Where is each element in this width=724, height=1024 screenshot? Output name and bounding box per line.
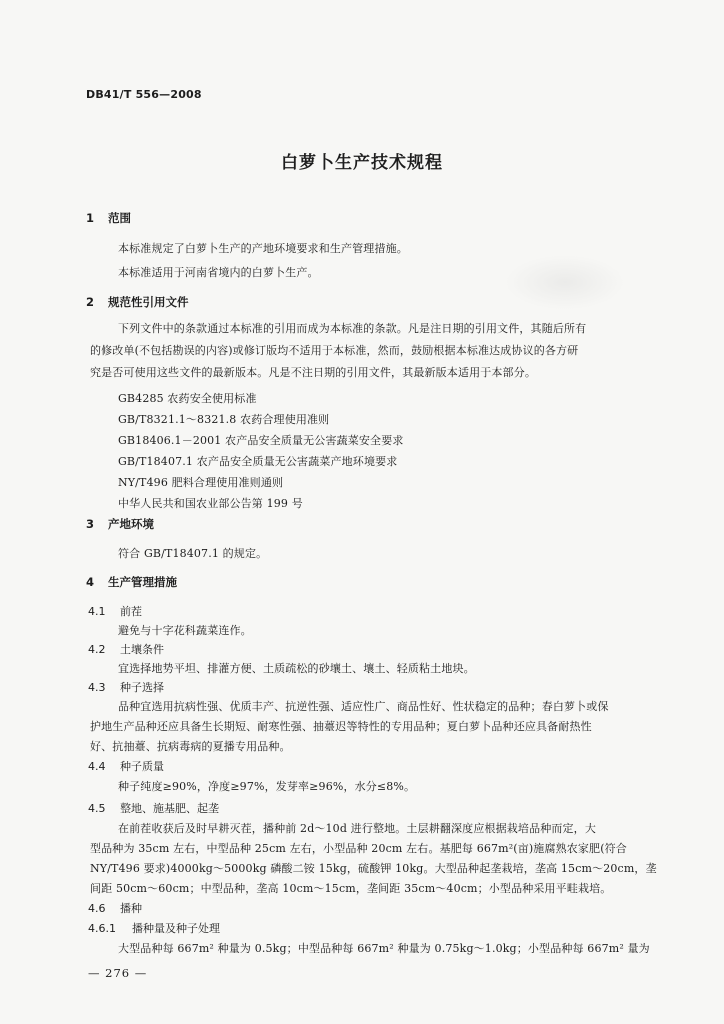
section-title: 产地环境: [108, 517, 154, 531]
section-title: 规范性引用文件: [108, 295, 189, 309]
reference-item: GB18406.1－2001 农产品安全质量无公害蔬菜安全要求: [118, 434, 404, 447]
paragraph-line: 型品种为 35cm 左右，中型品种 25cm 左右，小型品种 20cm 左右。基肥每 667m²(亩)施腐熟农家肥(符合: [90, 842, 627, 855]
paragraph-line: 究是否可使用这些文件的最新版本。凡是不注日期的引用文件，其最新版本适用于本部分。: [90, 366, 536, 379]
subsection-title: 播种量及种子处理: [132, 922, 220, 935]
paragraph-line: 大型品种每 667m² 种量为 0.5kg；中型品种每 667m² 种量为 0.75kg～1.0kg；小型品种每 667m² 量为: [118, 942, 650, 955]
reference-item: GB/T8321.1～8321.8 农药合理使用准则: [118, 413, 330, 426]
subsection-4-4-heading: [88, 758, 164, 774]
paragraph: 宜选择地势平坦、排灌方便、土质疏松的砂壤土、壤土、轻质粘土地块。: [118, 662, 475, 675]
section-1-heading: [86, 210, 131, 226]
subsection-number: 4.1: [88, 605, 106, 618]
subsection-4-5-heading: [88, 800, 219, 816]
paragraph-line: 品种宜选用抗病性强、优质丰产、抗逆性强、适应性广、商品性好、性状稳定的品种；春白萝卜或保: [118, 700, 609, 713]
standard-code: DB41/T 556—2008: [86, 88, 202, 101]
subsection-number: 4.4: [88, 760, 106, 773]
section-3-heading: [86, 516, 154, 532]
subsection-title: 种子质量: [120, 760, 164, 773]
paragraph-line: NY/T496 要求)4000kg～5000kg 磷酸二铵 15kg，硫酸钾 10kg。大型品种起垄栽培，垄高 15cm～20cm，垄: [90, 862, 657, 875]
subsection-number: 4.5: [88, 802, 106, 815]
subsection-4-3-heading: [88, 679, 164, 695]
section-number: 1: [86, 211, 95, 225]
subsection-number: 4.6.1: [88, 922, 116, 935]
section-number: 3: [86, 517, 95, 531]
subsection-title: 土壤条件: [120, 643, 164, 656]
subsection-number: 4.3: [88, 681, 106, 694]
subsection-title: 前茬: [120, 605, 142, 618]
paragraph: 符合 GB/T18407.1 的规定。: [118, 547, 268, 560]
paragraph: 避免与十字花科蔬菜连作。: [118, 624, 252, 637]
paragraph-line: 下列文件中的条款通过本标准的引用而成为本标准的条款。凡是注日期的引用文件，其随后所有: [118, 322, 587, 335]
page-number: — 276 —: [88, 966, 148, 980]
reference-item: GB/T18407.1 农产品安全质量无公害蔬菜产地环境要求: [118, 455, 398, 468]
subsection-4-2-heading: [88, 641, 164, 657]
subsection-title: 整地、施基肥、起垄: [120, 802, 219, 815]
section-number: 4: [86, 575, 95, 589]
paragraph-line: 护地生产品种还应具备生长期短、耐寒性强、抽薹迟等特性的专用品种；夏白萝卜品种还应具备耐热性: [90, 720, 592, 733]
paragraph: 本标准适用于河南省境内的白萝卜生产。: [118, 266, 319, 279]
subsection-title: 种子选择: [120, 681, 164, 694]
subsection-4-6-heading: [88, 900, 142, 916]
subsection-4-1-heading: [88, 603, 142, 619]
paragraph: 种子纯度≥90%，净度≥97%，发芽率≥96%，水分≤8%。: [118, 780, 416, 793]
subsection-number: 4.2: [88, 643, 106, 656]
section-4-heading: [86, 574, 177, 590]
reference-item: 中华人民共和国农业部公告第 199 号: [118, 497, 303, 510]
paragraph-line: 的修改单(不包括勘误的内容)或修订版均不适用于本标准，然而，鼓励根据本标准达成协议的各方研: [90, 344, 579, 357]
section-2-heading: [86, 294, 189, 310]
section-title: 范围: [108, 211, 131, 225]
scan-smudge: [505, 255, 625, 310]
paragraph-line: 在前茬收获后及时早耕灭茬，播种前 2d～10d 进行整地。土层耕翻深度应根据栽培品种而定，大: [118, 822, 596, 835]
section-title: 生产管理措施: [108, 575, 177, 589]
paragraph-line: 好、抗抽薹、抗病毒病的夏播专用品种。: [90, 740, 291, 753]
section-number: 2: [86, 295, 95, 309]
reference-item: NY/T496 肥料合理使用准则通则: [118, 476, 284, 489]
paragraph: 本标准规定了白萝卜生产的产地环境要求和生产管理措施。: [118, 242, 408, 255]
subsection-number: 4.6: [88, 902, 106, 915]
subsection-4-6-1-heading: [88, 920, 220, 936]
reference-item: GB4285 农药安全使用标准: [118, 392, 257, 405]
subsection-title: 播种: [120, 902, 142, 915]
paragraph-line: 间距 50cm～60cm；中型品种，垄高 10cm～15cm，垄间距 35cm～40cm；小型品种采用平畦栽培。: [90, 882, 612, 895]
page-title: 白萝卜生产技术规程: [281, 153, 443, 173]
